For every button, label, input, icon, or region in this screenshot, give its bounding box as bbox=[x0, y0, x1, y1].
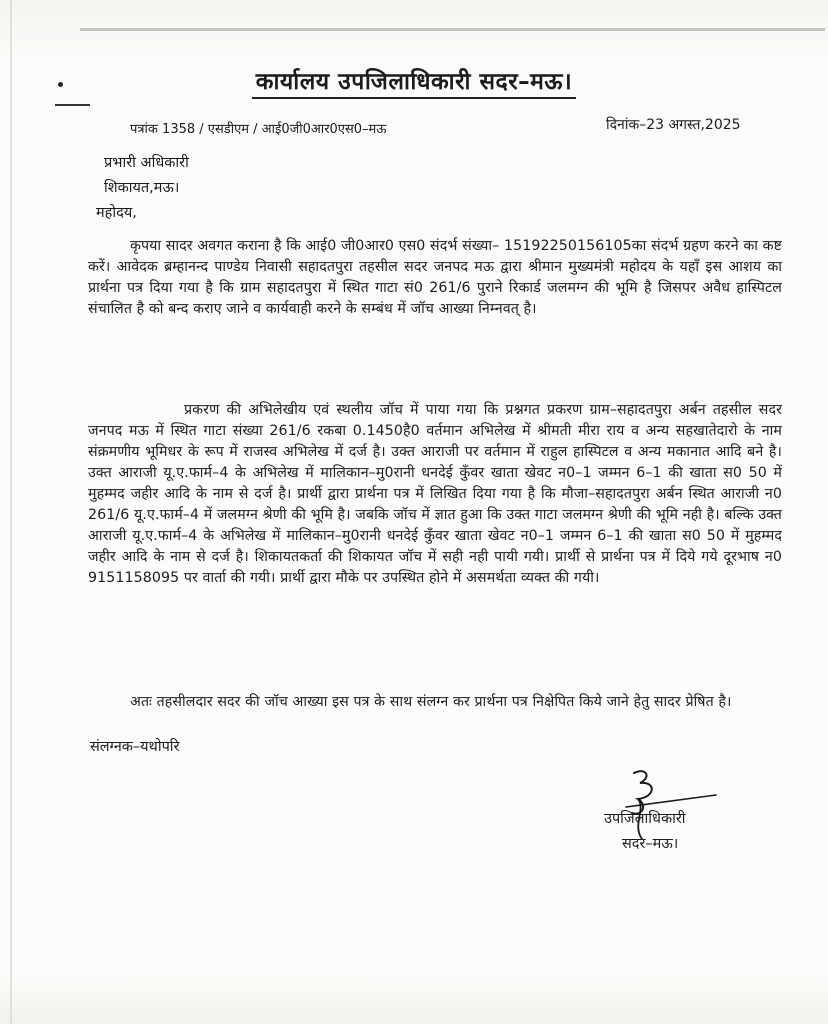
enclosure-note: संलग्नक–यथोपरि bbox=[90, 739, 180, 755]
letter-date: दिनांक–23 अगस्त,2025 bbox=[606, 117, 741, 133]
signatory-place: सदर–मऊ। bbox=[622, 836, 679, 852]
paragraph-1 bbox=[88, 236, 782, 320]
margin-mark-dash bbox=[55, 104, 90, 106]
signatory-title: उपजिलाधिकारी bbox=[604, 811, 686, 827]
paragraph-3-text: अतः तहसीलदार सदर की जॉच आख्या इस पत्र के साथ संलग्न कर प्रार्थना पत्र निक्षेपित किये जाने हेतु सादर प्रेषित है। bbox=[130, 694, 732, 710]
paragraph-3 bbox=[88, 692, 782, 713]
reference-number: पत्रांक 1358 / एसडीएम / आई0जी0आर0एस0–मऊ bbox=[130, 122, 387, 137]
page-left-edge bbox=[10, 0, 12, 1024]
office-title-text: कार्यालय उपजिलाधिकारी सदर–मऊ। bbox=[252, 69, 576, 99]
office-title bbox=[0, 64, 828, 96]
addressee-line-1: प्रभारी अधिकारी bbox=[104, 155, 189, 171]
paragraph-2-text: प्रकरण की अभिलेखीय एवं स्थलीय जॉच में पाया गया कि प्रश्नगत प्रकरण ग्राम–सहादतपुरा अर्बन तहसील सदर जनपद मऊ में स्थित गाटा संख्या 261/6 रकबा 0.1450है0 वर्तमान अभिलेख में श्रीमती मीरा राय व अन्य सहखातेदारो के नाम संक्रमणीय भूमिधर के रूप में राजस्व अभिलेख में दर्ज है। उक्त आराजी पर वर्तमान में राहुल हास्पिटल व अन्य मकानात आदि बने है। उक्त आराजी यू.ए.फार्म–4 के अभिलेख में मालिकान–मु0रानी धनदेई कुँवर खाता खेवट न0–1 जम्मन 6–1 की खाता स0 50 में मुहम्मद जहीर आदि के नाम से दर्ज है। प्रार्थी द्वारा प्रार्थना पत्र में लिखित दिया गया है कि मौजा–सहादतपुरा अर्बन स्थित आराजी न0 261/6 यू.ए.फार्म–4 में जलमग्न श्रेणी की भूमि है। जबकि जॉच में ज्ञात हुआ कि उक्त गाटा जलमग्न श्रेणी की भूमि नही है। बल्कि उक्त आराजी यू.ए.फार्म–4 के अभिलेख में मालिकान–मु0रानी धनदेई कुँवर खाता खेवट न0–1 जम्मन 6–1 की खाता स0 50 में मुहम्मद जहीर आदि के नाम से दर्ज है। शिकायतकर्ता की शिकायत जॉच में सही नही पायी गयी। प्रार्थी से प्रार्थना पत्र में दिये गये दूरभाष न0 9151158095 पर वार्ता की गयी। प्रार्थी द्वारा मौके पर उपस्थित होने में असमर्थता व्यक्त की गयी। bbox=[88, 402, 782, 586]
addressee-line-2: शिकायत,मऊ। bbox=[104, 180, 180, 196]
salutation: महोदय, bbox=[96, 205, 137, 221]
paragraph-1-text: कृपया सादर अवगत कराना है कि आई0 जी0आर0 एस0 संदर्भ संख्या– 15192250156105का संदर्भ ग्रहण करने का कष्ट करें। आवेदक ब्रम्हानन्द पाण्डेय निवासी सहादतपुरा तहसील सदर जनपद मऊ द्वारा श्रीमान मुख्यमंत्री महोदय के यहाँ इस आशय का प्रार्थना पत्र दिया गया है कि ग्राम सहादतपुरा में स्थित गाटा सं0 261/6 पुराने रिकार्ड जलमग्न की भूमि है जिसपर अवैध हास्पिटल संचालित है को बन्द कराए जाने व कार्यवाही करने के सम्बंध में जॉच आख्या निम्नवत् है। bbox=[88, 238, 782, 317]
paragraph-2 bbox=[88, 400, 782, 589]
page-top-edge bbox=[80, 28, 825, 31]
